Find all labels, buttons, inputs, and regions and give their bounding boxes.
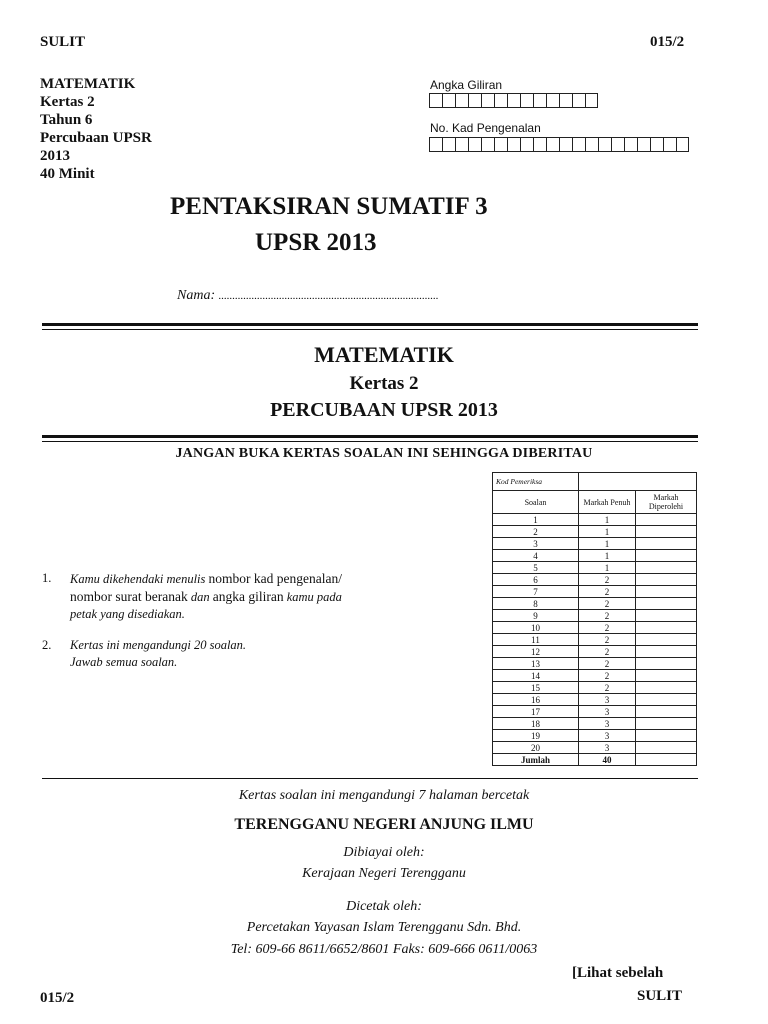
warning-text: JANGAN BUKA KERTAS SOALAN INI SEHINGGA DIBERITAU <box>175 446 593 461</box>
kod-pemeriksa-table <box>492 472 697 766</box>
score-cell[interactable] <box>636 538 697 550</box>
instruction-2-number: 2. <box>42 638 52 652</box>
lihat-sebelah: [Lihat sebelah <box>572 965 664 981</box>
table-row: 9 2 <box>493 610 697 622</box>
score-cell[interactable] <box>636 622 697 634</box>
table-row: 13 2 <box>493 658 697 670</box>
nama-field[interactable] <box>177 288 439 304</box>
main-subtitle: UPSR 2013 <box>255 229 377 256</box>
kad-pengenalan-label: No. Kad Pengenalan <box>430 121 541 135</box>
table-row: 17 3 <box>493 706 697 718</box>
score-cell[interactable] <box>636 526 697 538</box>
col-markah-diperolehi: Markah Diperolehi <box>636 491 697 514</box>
score-cell[interactable] <box>636 706 697 718</box>
col-soalan: Soalan <box>493 491 579 514</box>
table-row: 2 1 <box>493 526 697 538</box>
score-cell[interactable] <box>636 562 697 574</box>
info-year: Tahun 6 <box>40 112 93 128</box>
score-cell[interactable] <box>636 670 697 682</box>
nama-label: Nama: <box>177 288 216 303</box>
score-cell[interactable] <box>636 514 697 526</box>
divider-top-thin <box>42 329 698 330</box>
table-row: 1 1 <box>493 514 697 526</box>
total-score-cell[interactable] <box>636 754 697 766</box>
table-row: 16 3 <box>493 694 697 706</box>
table-row: 18 3 <box>493 718 697 730</box>
kad-pengenalan-boxes[interactable] <box>429 137 689 152</box>
divider-top <box>42 323 698 326</box>
table-row: 20 3 <box>493 742 697 754</box>
total-value: 40 <box>579 754 636 766</box>
table-row: 3 1 <box>493 538 697 550</box>
divider-bottom <box>42 778 698 779</box>
info-exam: Percubaan UPSR <box>40 130 152 146</box>
instruction-2: 2. Kertas ini mengandungi 20 soalan. Jawab semua soalan. <box>42 638 247 669</box>
table-row: 14 2 <box>493 670 697 682</box>
instruction-1: 1. Kamu dikehendaki menulis nombor kad pengenalan/ nombor surat beranak dan angka giliran kamu pada petak yang disediakan. <box>42 571 342 621</box>
table-row: 19 3 <box>493 730 697 742</box>
page-count-note: Kertas soalan ini mengandungi 7 halaman bercetak <box>238 788 530 803</box>
exam-info-block <box>40 75 152 183</box>
angka-giliran-label: Angka Giliran <box>430 78 503 92</box>
score-cell[interactable] <box>636 598 697 610</box>
table-row: 4 1 <box>493 550 697 562</box>
col-markah-penuh: Markah Penuh <box>579 491 636 514</box>
score-cell[interactable] <box>636 694 697 706</box>
table-row: 6 2 <box>493 574 697 586</box>
funded-by: Kerajaan Negeri Terengganu <box>302 866 466 881</box>
subject-exam: PERCUBAAN UPSR 2013 <box>270 399 498 421</box>
score-cell[interactable] <box>636 646 697 658</box>
paper-code-header: 015/2 <box>650 34 685 50</box>
table-row: 7 2 <box>493 586 697 598</box>
instruction-1-number: 1. <box>42 571 52 585</box>
paper-code-footer: 015/2 <box>40 990 75 1006</box>
subject-paper: Kertas 2 <box>349 373 419 394</box>
score-cell[interactable] <box>636 682 697 694</box>
info-subject: MATEMATIK <box>40 76 136 92</box>
table-row: 11 2 <box>493 634 697 646</box>
table-row: 10 2 <box>493 622 697 634</box>
main-title: PENTAKSIRAN SUMATIF 3 <box>170 193 488 220</box>
divider-mid-thin <box>42 441 698 442</box>
printer-name: Percetakan Yayasan Islam Terengganu Sdn. Bhd. <box>246 920 522 935</box>
score-cell[interactable] <box>636 742 697 754</box>
score-cell[interactable] <box>636 634 697 646</box>
score-cell[interactable] <box>636 718 697 730</box>
info-exam-year: 2013 <box>40 148 70 164</box>
state-motto: TERENGGANU NEGERI ANJUNG ILMU <box>234 816 534 833</box>
table-row: 5 1 <box>493 562 697 574</box>
kod-pemeriksa-title: Kod Pemeriksa <box>493 473 579 491</box>
table-row: 12 2 <box>493 646 697 658</box>
divider-mid <box>42 435 698 438</box>
table-row: 8 2 <box>493 598 697 610</box>
info-paper: Kertas 2 <box>40 94 95 110</box>
sulit-footer: SULIT <box>637 988 683 1004</box>
score-cell[interactable] <box>636 574 697 586</box>
score-cell[interactable] <box>636 550 697 562</box>
score-cell[interactable] <box>636 730 697 742</box>
angka-giliran-boxes[interactable] <box>429 93 598 108</box>
sulit-header: SULIT <box>40 34 86 50</box>
score-cell[interactable] <box>636 658 697 670</box>
info-duration: 40 Minit <box>40 166 95 182</box>
funded-label: Dibiayai oleh: <box>343 845 425 860</box>
score-cell[interactable] <box>636 610 697 622</box>
table-row: 15 2 <box>493 682 697 694</box>
nama-dots: ................................................................................ <box>218 290 439 302</box>
total-label: Jumlah <box>493 754 579 766</box>
table-total-row <box>493 754 697 766</box>
subject-name: MATEMATIK <box>314 342 454 367</box>
printer-contact: Tel: 609-66 8611/6652/8601 Faks: 609-666 0611/0063 <box>230 942 538 957</box>
score-cell[interactable] <box>636 586 697 598</box>
printed-label: Dicetak oleh: <box>346 899 422 914</box>
